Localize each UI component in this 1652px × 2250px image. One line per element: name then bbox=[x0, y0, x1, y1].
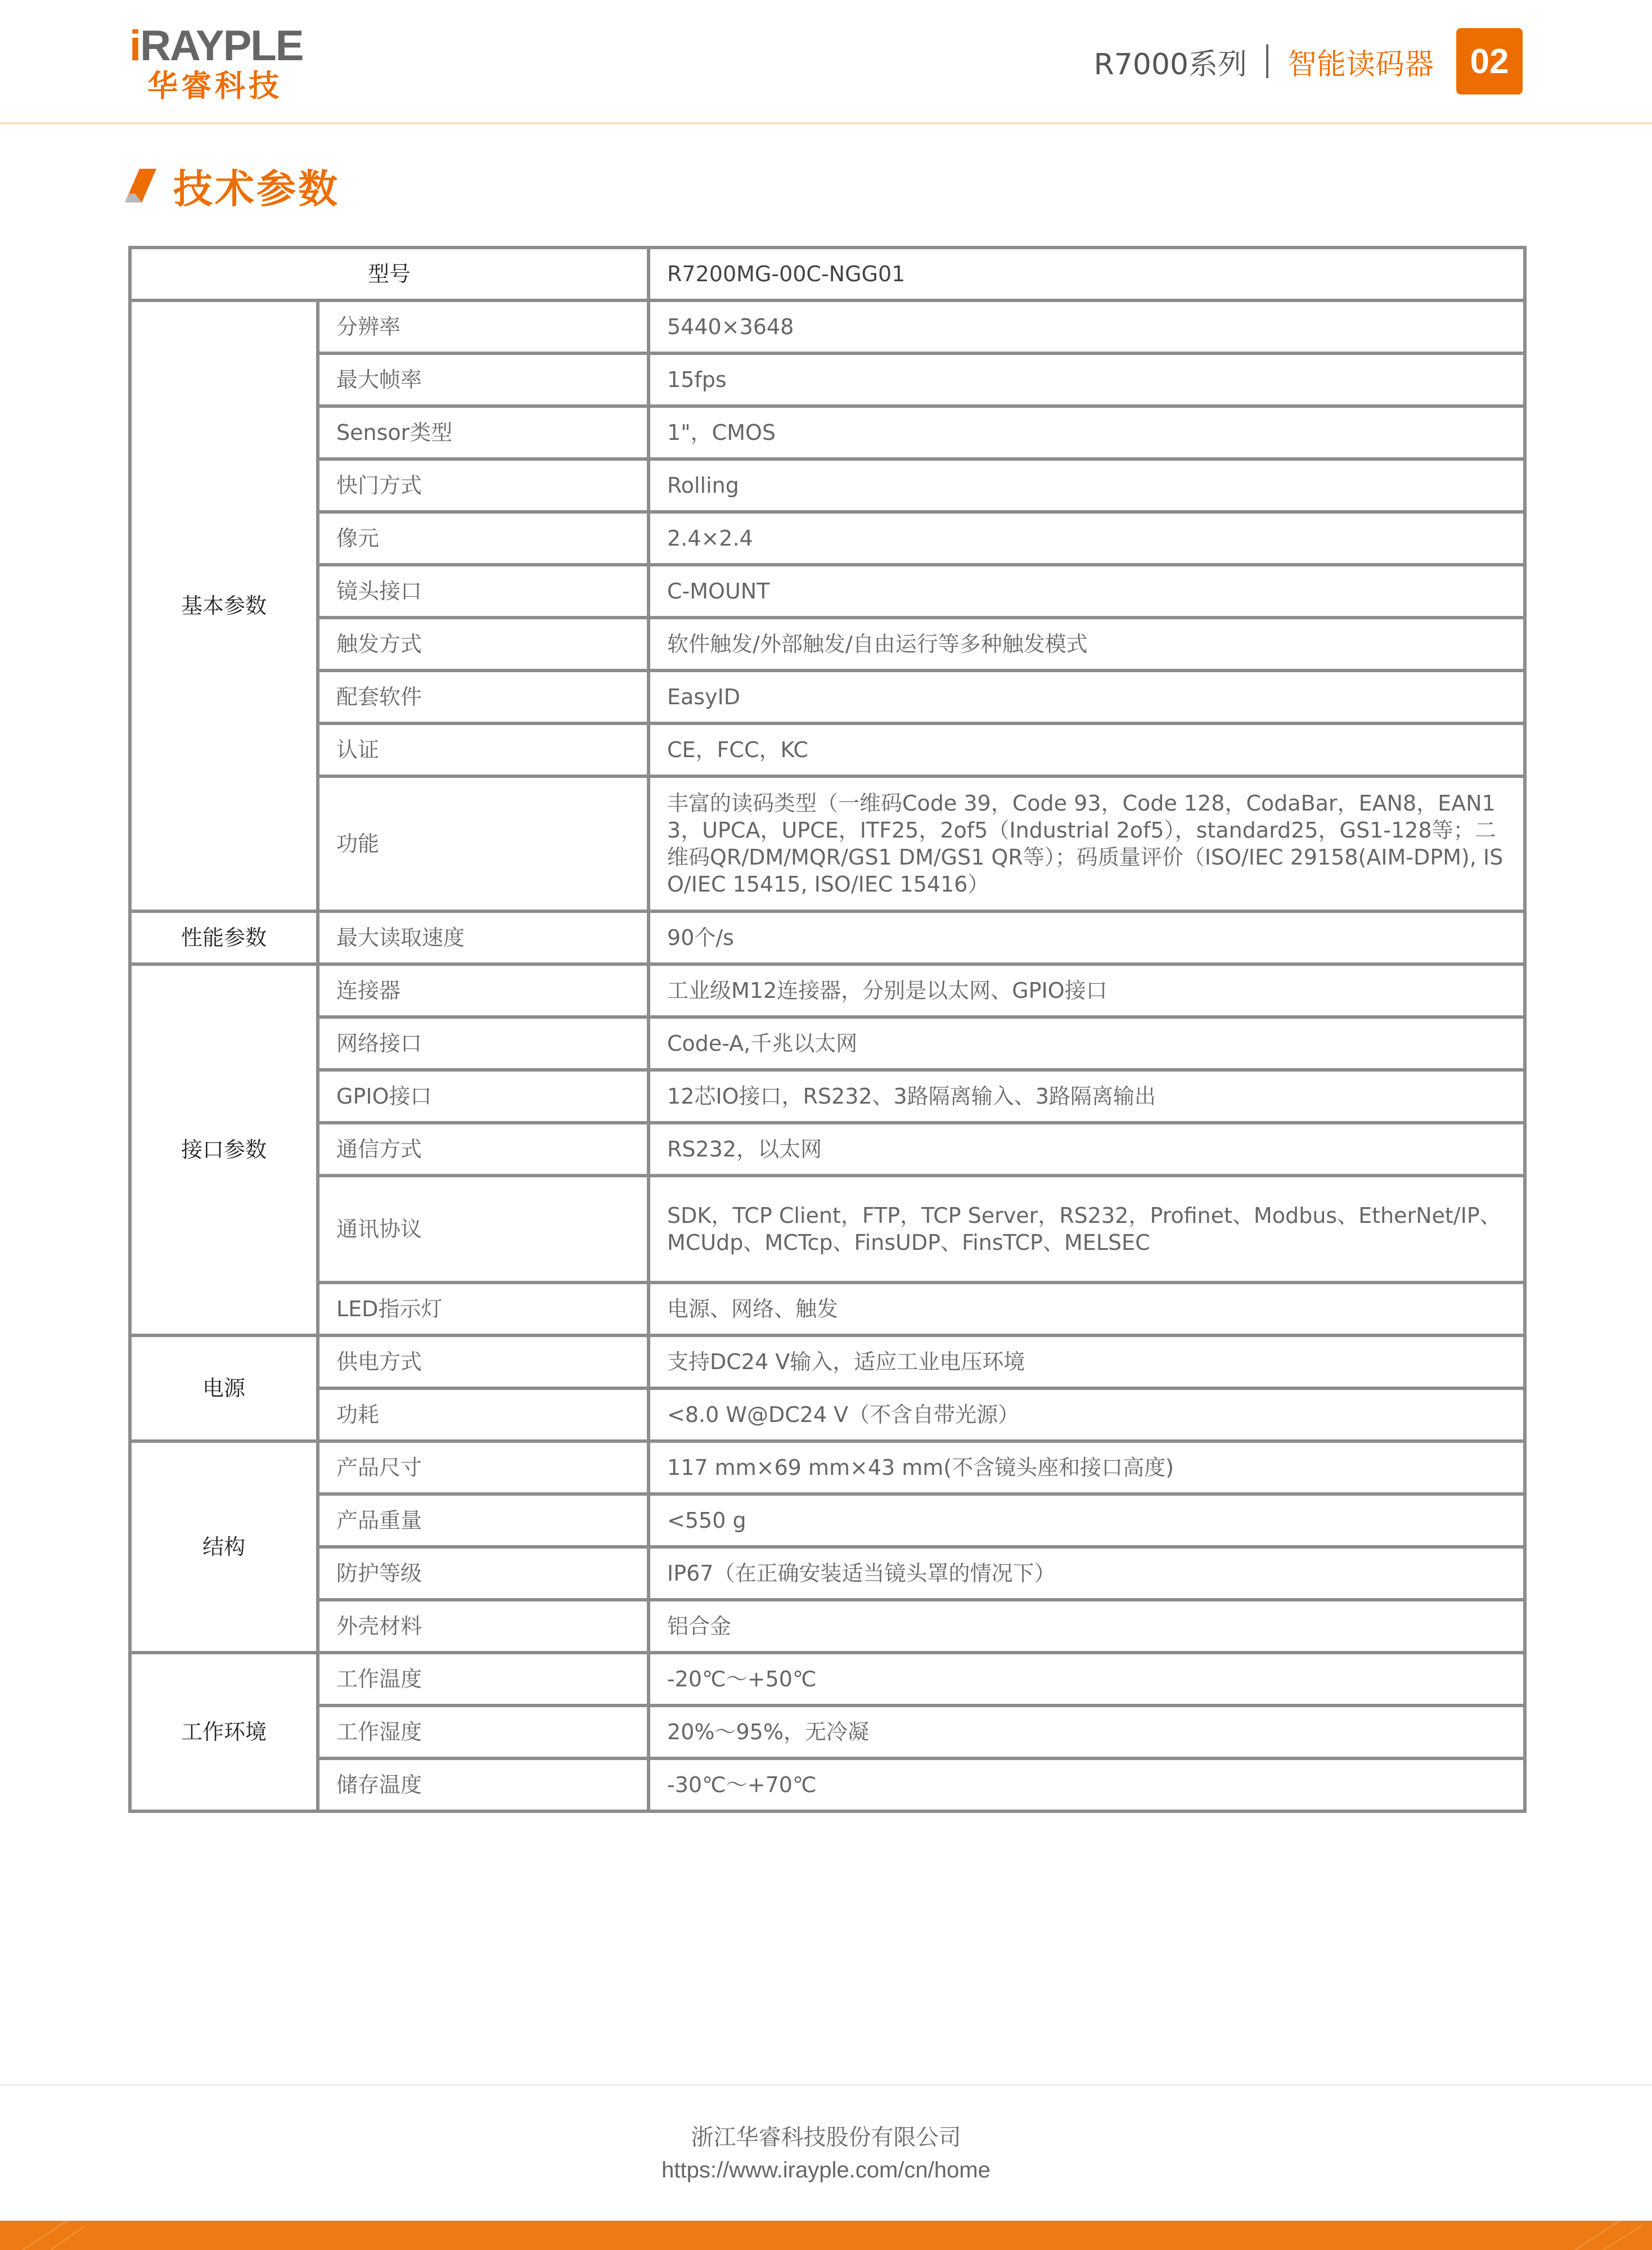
irayple-logo[interactable] bbox=[129, 22, 315, 104]
param-label: 触发方式 bbox=[318, 618, 649, 670]
param-value: 电源、网络、触发 bbox=[649, 1282, 1525, 1335]
param-label: 快门方式 bbox=[318, 459, 649, 512]
table-row bbox=[130, 723, 1525, 776]
table-row bbox=[130, 1600, 1525, 1653]
param-value: RS232，以太网 bbox=[649, 1123, 1525, 1176]
param-label: 最大读取速度 bbox=[318, 911, 649, 964]
param-value: 丰富的读码类型（一维码Code 39，Code 93，Code 128，CodaBar，EAN8，EAN13，UPCA，UPCE，ITF25，2of5（Industrial 2of5），standard25，GS1-128等；二维码QR/DM/MQR/GS1 DM/GS1 QR等）；码质量评价（ISO/IEC 29158(AIM-DPM), ISO/IEC 15415, ISO/IEC 15416） bbox=[649, 776, 1525, 911]
series-name: R7000系列 bbox=[1093, 47, 1247, 82]
table-row bbox=[130, 1123, 1525, 1176]
param-label: 最大帧率 bbox=[318, 353, 649, 406]
table-row bbox=[130, 964, 1525, 1017]
header-divider bbox=[1266, 44, 1268, 78]
param-value: 12芯IO接口，RS232、3路隔离输入、3路隔离输出 bbox=[649, 1070, 1525, 1123]
table-row bbox=[130, 406, 1525, 459]
category-cell: 基本参数 bbox=[130, 300, 318, 911]
footer-rule bbox=[0, 2084, 1652, 2086]
table-row bbox=[130, 1282, 1525, 1335]
table-row bbox=[130, 670, 1525, 723]
logo-wordmark bbox=[129, 22, 303, 70]
header-rule bbox=[0, 122, 1652, 124]
category-cell: 性能参数 bbox=[130, 911, 318, 964]
param-value: 20%～95%，无冷凝 bbox=[649, 1706, 1525, 1758]
header-product-info bbox=[1094, 28, 1523, 94]
param-label: 像元 bbox=[318, 512, 649, 565]
param-label: 功耗 bbox=[318, 1388, 649, 1441]
param-value: 5440×3648 bbox=[649, 300, 1525, 353]
param-value: -20℃～+50℃ bbox=[649, 1653, 1525, 1706]
table-row-model bbox=[130, 248, 1525, 300]
param-value: 软件触发/外部触发/自由运行等多种触发模式 bbox=[649, 618, 1525, 670]
param-value: 90个/s bbox=[649, 911, 1525, 964]
category-cell: 接口参数 bbox=[130, 964, 318, 1335]
spec-table bbox=[128, 246, 1527, 1813]
table-row bbox=[130, 353, 1525, 406]
param-value: Code-A,千兆以太网 bbox=[649, 1017, 1525, 1070]
param-value: -30℃～+70℃ bbox=[649, 1758, 1525, 1811]
param-value: 工业级M12连接器，分别是以太网、GPIO接口 bbox=[649, 964, 1525, 1017]
category-cell: 工作环境 bbox=[130, 1653, 318, 1811]
logo-i: i bbox=[129, 22, 141, 70]
section-title: 技术参数 bbox=[173, 165, 340, 212]
param-label: 产品重量 bbox=[318, 1494, 649, 1547]
slash-icon bbox=[125, 169, 156, 202]
table-row bbox=[130, 1335, 1525, 1388]
table-row bbox=[130, 1388, 1525, 1441]
table-row bbox=[130, 459, 1525, 512]
footer-accent-bar bbox=[0, 2221, 1652, 2250]
logo-rayple: RAYPLE bbox=[140, 22, 303, 70]
param-label: 工作温度 bbox=[318, 1653, 649, 1706]
param-label: 产品尺寸 bbox=[318, 1441, 649, 1494]
model-label: 型号 bbox=[130, 248, 649, 300]
param-label: 网络接口 bbox=[318, 1017, 649, 1070]
product-name: 智能读码器 bbox=[1287, 47, 1434, 82]
param-label: LED指示灯 bbox=[318, 1282, 649, 1335]
table-row bbox=[130, 1758, 1525, 1811]
page-number-badge: 02 bbox=[1456, 28, 1523, 94]
table-row bbox=[130, 1706, 1525, 1758]
param-value: 15fps bbox=[649, 353, 1525, 406]
table-row bbox=[130, 300, 1525, 353]
param-value: 117 mm×69 mm×43 mm(不含镜头座和接口高度) bbox=[649, 1441, 1525, 1494]
table-row bbox=[130, 1494, 1525, 1547]
param-label: 配套软件 bbox=[318, 670, 649, 723]
param-label: 供电方式 bbox=[318, 1335, 649, 1388]
param-value: 1"，CMOS bbox=[649, 406, 1525, 459]
table-row bbox=[130, 512, 1525, 565]
section-heading bbox=[125, 158, 340, 214]
param-value: SDK，TCP Client，FTP，TCP Server，RS232，Profinet、Modbus、EtherNet/IP、MCUdp、MCTcp、FinsUDP、FinsTCP、MELSEC bbox=[649, 1176, 1525, 1282]
param-label: GPIO接口 bbox=[318, 1070, 649, 1123]
table-row bbox=[130, 1176, 1525, 1282]
param-value: EasyID bbox=[649, 670, 1525, 723]
param-value: <8.0 W@DC24 V（不含自带光源） bbox=[649, 1388, 1525, 1441]
table-row bbox=[130, 911, 1525, 964]
param-value: 支持DC24 V输入，适应工业电压环境 bbox=[649, 1335, 1525, 1388]
table-row bbox=[130, 1653, 1525, 1706]
table-row bbox=[130, 776, 1525, 911]
table-row bbox=[130, 1070, 1525, 1123]
param-label: 通信方式 bbox=[318, 1123, 649, 1176]
model-value: R7200MG-00C-NGG01 bbox=[649, 248, 1525, 300]
param-value: C-MOUNT bbox=[649, 565, 1525, 618]
param-value: <550 g bbox=[649, 1494, 1525, 1547]
table-row bbox=[130, 565, 1525, 618]
param-label: 功能 bbox=[318, 776, 649, 911]
param-label: 认证 bbox=[318, 723, 649, 776]
table-row bbox=[130, 1547, 1525, 1600]
footer-company: 浙江华睿科技股份有限公司 bbox=[691, 2125, 961, 2150]
param-label: 通讯协议 bbox=[318, 1176, 649, 1282]
param-label: Sensor类型 bbox=[318, 406, 649, 459]
param-label: 连接器 bbox=[318, 964, 649, 1017]
param-label: 外壳材料 bbox=[318, 1600, 649, 1653]
param-label: 分辨率 bbox=[318, 300, 649, 353]
category-cell: 结构 bbox=[130, 1441, 318, 1653]
param-value: IP67（在正确安装适当镜头罩的情况下） bbox=[649, 1547, 1525, 1600]
table-row bbox=[130, 618, 1525, 670]
param-value: CE，FCC，KC bbox=[649, 723, 1525, 776]
param-value: 2.4×2.4 bbox=[649, 512, 1525, 565]
param-label: 储存温度 bbox=[318, 1758, 649, 1811]
footer-url-link[interactable]: https://www.irayple.com/cn/home bbox=[661, 2158, 991, 2182]
param-value: Rolling bbox=[649, 459, 1525, 512]
logo-chinese-name: 华睿科技 bbox=[147, 68, 282, 104]
table-row bbox=[130, 1441, 1525, 1494]
param-value: 铝合金 bbox=[649, 1600, 1525, 1653]
param-label: 工作湿度 bbox=[318, 1706, 649, 1758]
param-label: 防护等级 bbox=[318, 1547, 649, 1600]
table-row bbox=[130, 1017, 1525, 1070]
footer-pattern bbox=[0, 2221, 1652, 2250]
param-label: 镜头接口 bbox=[318, 565, 649, 618]
category-cell: 电源 bbox=[130, 1335, 318, 1441]
